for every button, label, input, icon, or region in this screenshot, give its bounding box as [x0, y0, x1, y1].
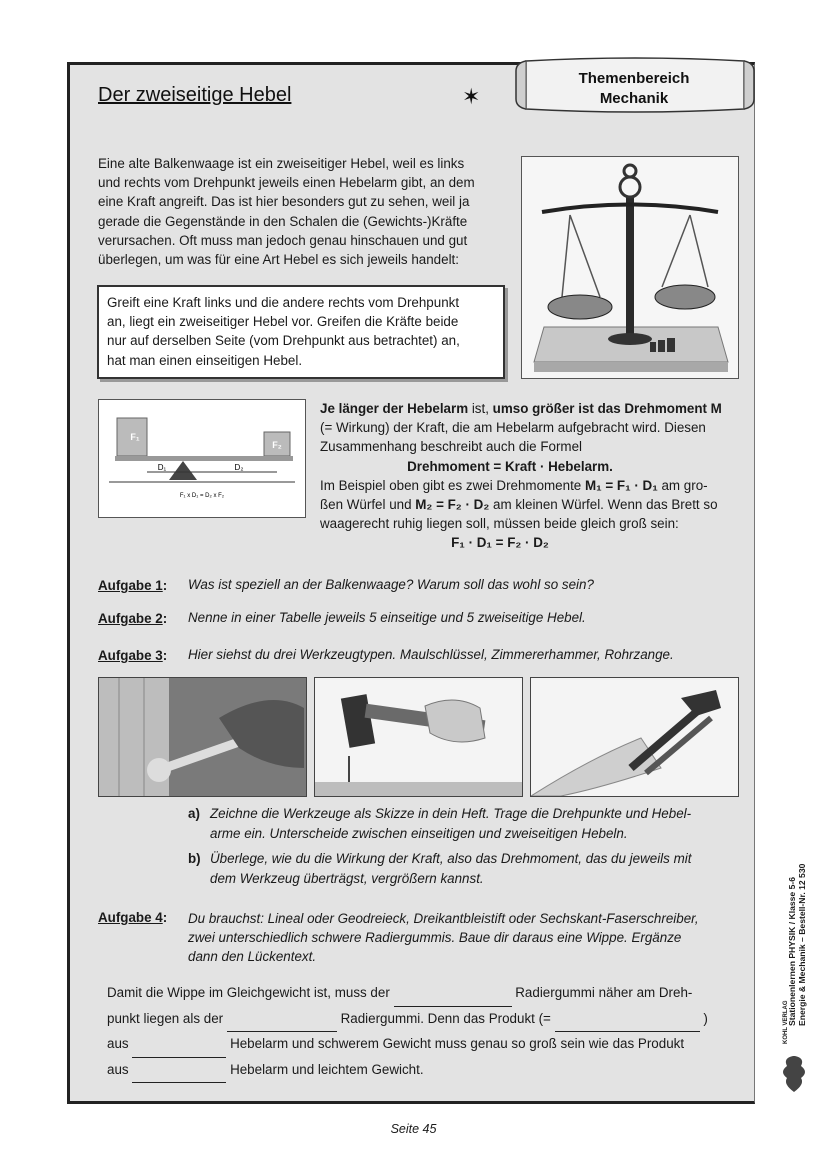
task-label: Aufgabe 3: [98, 648, 163, 663]
rule-box: [97, 285, 505, 379]
pipe-wrench-photo: [530, 677, 739, 797]
explain-bold: Je länger der Hebelarm: [320, 401, 469, 416]
task-2-text: Nenne in einer Tabelle jeweils 5 einseitige und 5 zweiseitige Hebel.: [188, 610, 586, 625]
intro-line: gerade die Gegenstände in den Schalen die (Gewichts-)Kräfte: [98, 213, 468, 229]
task-1-text: Was ist speziell an der Balkenwaage? Warum soll das wohl so sein?: [188, 577, 594, 592]
cloze-blank[interactable]: [132, 1058, 226, 1084]
force-label-f1: F₁: [130, 432, 140, 442]
task-3: Aufgabe 3:: [98, 648, 168, 663]
cloze-blank[interactable]: [132, 1032, 226, 1058]
intro-line: überlegen, um was für eine Art Hebel es sich jeweils handelt:: [98, 252, 459, 268]
rule-line: Greift eine Kraft links und die andere rechts vom Drehpunkt: [107, 295, 460, 310]
task-label: Aufgabe 1: [98, 578, 163, 593]
sidebar-line2: Energie & Mechanik – Bestell-Nr. 12 530: [797, 863, 807, 1026]
wrench-photo: [98, 677, 307, 797]
intro-line: Eine alte Balkenwaage ist ein zweiseitiger Hebel, weil es links: [98, 156, 465, 171]
subtask-label: a): [188, 806, 200, 821]
task-3-text: Hier siehst du drei Werkzeugtypen. Maulschlüssel, Zimmererhammer, Rohrzange.: [188, 647, 674, 662]
subtask-a: a) Zeichne die Werkzeuge als Skizze in dein Heft. Trage die Drehpunkte und Hebel- arme ein. Unterscheide zwischen einseitigen und zweiseitigen Hebeln.: [188, 806, 692, 841]
topic-banner: [540, 69, 728, 109]
diagram-formula: F₁ x D₁ = D₂ x F₂: [179, 493, 225, 499]
task-4-text: Du brauchst: Lineal oder Geodreieck, Dreikantbleistift oder Sechskant-Faserschreiber, zwei unterschiedlich schwere Radiergummis. Baue dir daraus eine Wippe. Ergänze dann den Lückentext.: [188, 911, 699, 965]
task-1: Aufgabe 1:: [98, 578, 168, 593]
intro-line: und rechts vom Drehpunkt jeweils einen Hebelarm gibt, an dem: [98, 175, 475, 191]
intro-paragraph: [98, 154, 506, 269]
intro-line: eine Kraft angreift. Das ist hier besonders gut zu sehen, weil ja: [98, 194, 470, 210]
intro-line: verursachen. Oft muss man jedoch genau hinschauen und gut: [98, 232, 468, 248]
rule-line: hat man einen einseitigen Hebel.: [107, 352, 303, 368]
banner-line1: Themenbereich: [578, 70, 690, 87]
task-label: Aufgabe 4: [98, 910, 163, 925]
rule-line: an, liegt ein zweiseitiger Hebel vor. Greifen die Kräfte beide: [107, 314, 459, 330]
lever-diagram: [98, 399, 306, 518]
hammer-photo: [314, 677, 523, 797]
explanation-text: Je länger der Hebelarm ist, umso größer ist das Drehmoment M (= Wirkung) der Kraft, die am Hebelarm aufgebracht wird. Diesen Zusammenhang beschreibt auch die Formel Drehmoment = Kraft · Hebelarm. Im Beispiel oben gibt es zwei Drehmomente M₁ = F₁ · D₁ am gro- ßen Würfel und M₂ = F₂ · D₂ am kleinen Würfel. Wenn das Brett so waagerecht ruhig liegen soll, müssen beide gleich groß sein: F₁ · D₁ = F₂ · D₂: [320, 399, 740, 553]
task-4: Aufgabe 4:: [98, 910, 168, 925]
star-icon: ✶: [462, 84, 481, 109]
force-label-f2: F₂: [272, 440, 282, 450]
equilibrium-equation: F₁ · D₁ = F₂ · D₂: [451, 535, 549, 551]
publisher-logo: KOHL VERLAG: [777, 1034, 811, 1096]
cloze-blank[interactable]: [227, 1007, 337, 1033]
subtask-label: b): [188, 851, 201, 866]
explain-bold: umso größer ist das Drehmoment M: [492, 401, 722, 416]
page-number: Seite 45: [390, 1122, 437, 1136]
banner-line2: Mechanik: [599, 90, 669, 107]
cloze-blank[interactable]: [394, 981, 512, 1007]
distance-label-d2: D₂: [234, 463, 244, 472]
subtask-b: b) Überlege, wie du die Wirkung der Kraft, also das Drehmoment, das du jeweils mit dem Werkzeug überträgst, vergrößern kannst.: [188, 851, 692, 886]
rule-line: nur auf derselben Seite (vom Drehpunkt aus betrachtet) an,: [107, 333, 460, 349]
torque-m1: M₁ = F₁ · D₁: [584, 477, 658, 493]
cloze-blank[interactable]: [555, 1007, 700, 1033]
torque-m2: M₂ = F₂ · D₂: [415, 497, 490, 513]
balance-scale-photo: [521, 156, 739, 379]
task-label: Aufgabe 2: [98, 611, 163, 626]
distance-label-d1: D₁: [157, 463, 167, 472]
task-2: Aufgabe 2:: [98, 611, 168, 626]
torque-formula: Drehmoment = Kraft · Hebelarm.: [407, 458, 613, 474]
sidebar-line1: Stationenlernen PHYSIK / Klasse 5-6: [787, 876, 797, 1026]
cloze-text: Damit die Wippe im Gleichgewicht ist, muss der Radiergummi näher am Dreh- punkt liegen als der Radiergummi. Denn das Produkt (= ) aus Hebelarm und schwerem Gewicht muss genau so groß sein wie das Produkt aus Hebelarm und leichtem Gewicht.: [107, 981, 747, 1083]
page-title: Der zweiseitige Hebel: [98, 84, 292, 106]
